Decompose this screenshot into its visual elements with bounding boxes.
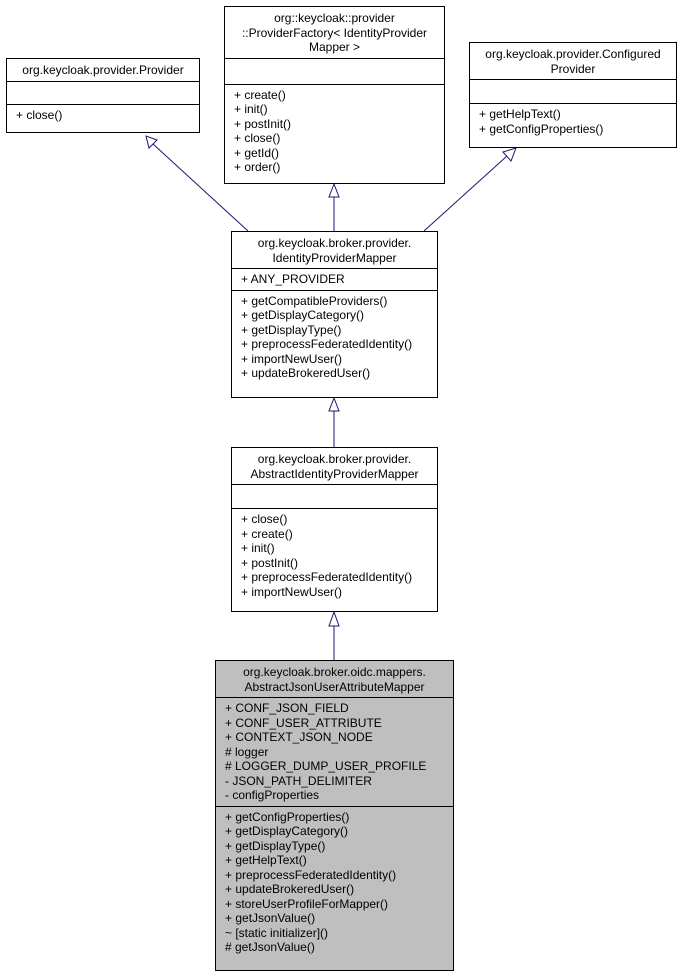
class-title: org.keycloak.broker.provider. AbstractIdentityProviderMapper (250, 452, 419, 481)
method: + getId() (234, 145, 280, 160)
method: + close() (234, 131, 281, 145)
method: + getDisplayCategory() (225, 824, 349, 838)
method: + importNewUser() (241, 584, 343, 599)
method: + importNewUser() (241, 351, 343, 366)
methods-section (232, 508, 437, 602)
method: + getDisplayType() (225, 838, 326, 853)
methods-section (232, 290, 437, 384)
method: + updateBrokeredUser() (225, 882, 355, 896)
method: + getConfigProperties() (225, 809, 350, 824)
method: + create() (234, 87, 286, 102)
method: + getCompatibleProviders() (241, 293, 388, 308)
class-title: org::keycloak::provider ::ProviderFactory< IdentityProvider Mapper > (241, 11, 428, 54)
method: + preprocessFederatedIdentity() (241, 570, 413, 584)
methods-section (225, 84, 444, 178)
attribute: - configProperties (225, 788, 320, 802)
class-identity-provider-mapper (231, 231, 438, 398)
methods-section (7, 104, 199, 126)
method: + preprocessFederatedIdentity() (241, 337, 413, 351)
method: + getDisplayType() (241, 322, 342, 337)
class-provider-factory (224, 6, 445, 184)
method: + init() (241, 541, 275, 555)
class-title: org.keycloak.provider.Provider (22, 63, 184, 77)
class-title: org.keycloak.broker.oidc.mappers. AbstractJsonUserAttributeMapper (243, 665, 426, 694)
methods-section (216, 806, 453, 958)
arrowhead-abstract (329, 612, 339, 626)
attributes-section (216, 697, 453, 806)
method: + getHelpText() (225, 853, 307, 867)
attribute: # LOGGER_DUMP_USER_PROFILE (225, 759, 427, 773)
method: + getJsonValue() (225, 911, 316, 925)
method: # getJsonValue() (225, 940, 315, 954)
method: + order() (234, 160, 281, 174)
method: + postInit() (241, 555, 299, 570)
attributes-section (232, 268, 437, 290)
method: + getConfigProperties() (479, 121, 604, 136)
attributes-section (470, 79, 676, 103)
attribute: + CONF_JSON_FIELD (225, 701, 349, 715)
method: + preprocessFederatedIdentity() (225, 867, 397, 882)
attribute: + CONF_USER_ATTRIBUTE (225, 715, 382, 730)
class-abstract-json-user-attribute-mapper (215, 660, 454, 971)
class-configured-provider (469, 42, 677, 148)
attributes-section (225, 58, 444, 84)
attribute: + ANY_PROVIDER (241, 272, 345, 286)
arrowhead-idpmapper (329, 398, 339, 411)
method: + storeUserProfileForMapper() (225, 896, 389, 911)
attributes-section (232, 484, 437, 508)
method: + close() (241, 512, 288, 526)
arrowhead-providerfactory (329, 184, 339, 197)
method: ~ [static initializer]() (225, 925, 329, 940)
attribute: # logger (225, 744, 269, 759)
attribute: + CONTEXT_JSON_NODE (225, 730, 373, 744)
class-provider (6, 58, 200, 133)
method: + postInit() (234, 116, 292, 131)
arrowhead-configured (503, 148, 516, 161)
methods-section (470, 103, 676, 139)
attribute: - JSON_PATH_DELIMITER (225, 773, 372, 788)
method: + getDisplayCategory() (241, 308, 365, 322)
class-title: org.keycloak.broker.provider. IdentityProviderMapper (257, 236, 412, 265)
method: + updateBrokeredUser() (241, 366, 371, 380)
method: + init() (234, 102, 268, 116)
attributes-section (7, 81, 199, 104)
class-title: org.keycloak.provider.Configured Provider (485, 47, 661, 76)
method: + getHelpText() (479, 107, 561, 121)
method: + close() (16, 107, 63, 122)
class-abstract-identity-provider-mapper (231, 447, 438, 612)
method: + create() (241, 526, 293, 541)
